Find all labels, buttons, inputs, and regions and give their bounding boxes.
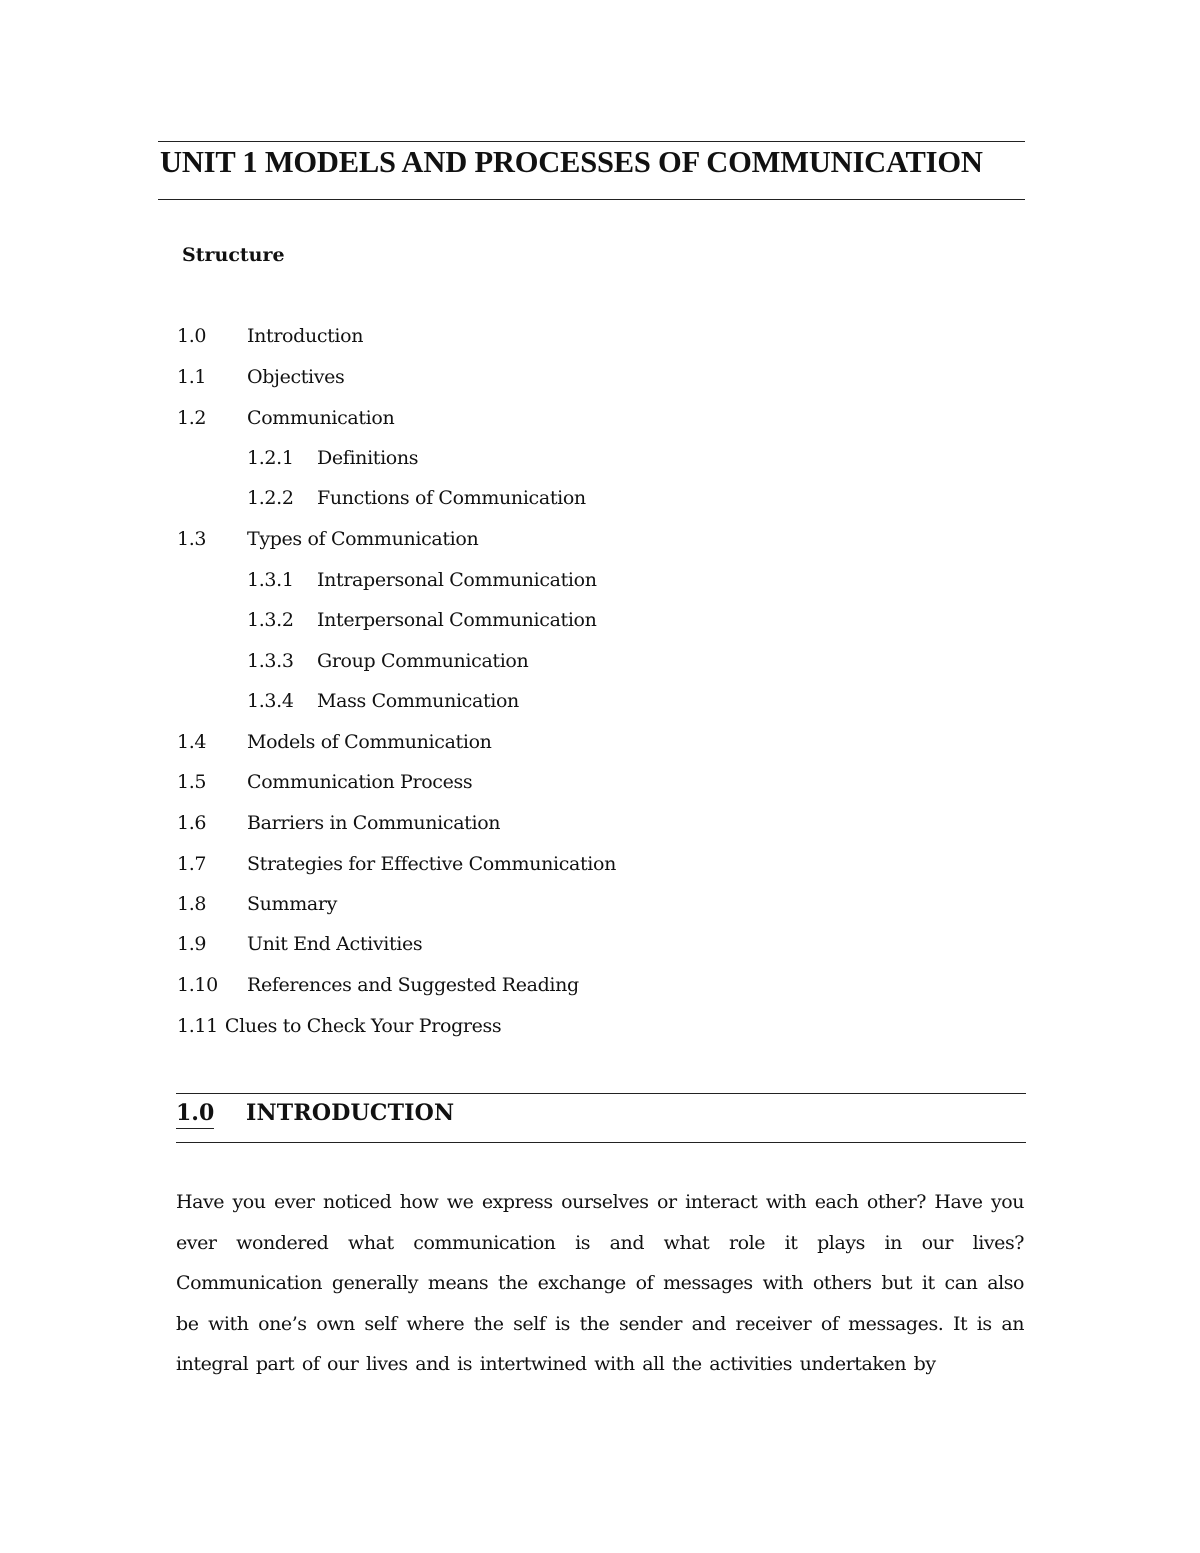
toc-item-label: Definitions bbox=[317, 447, 419, 469]
structure-heading: Structure bbox=[182, 244, 285, 266]
toc-item-label: Objectives bbox=[247, 366, 345, 388]
toc-item-label: Group Communication bbox=[317, 650, 529, 672]
toc-item-number: 1.3 bbox=[177, 528, 207, 550]
toc-item-label: Interpersonal Communication bbox=[317, 609, 597, 631]
section-bottom-rule bbox=[176, 1142, 1026, 1143]
unit-title: UNIT 1 MODELS AND PROCESSES OF COMMUNICATION bbox=[160, 145, 983, 179]
title-bottom-rule bbox=[158, 199, 1025, 200]
toc-item-label: Functions of Communication bbox=[317, 487, 586, 509]
toc-item-number: 1.10 bbox=[177, 974, 218, 996]
section-top-rule bbox=[176, 1093, 1026, 1094]
toc-item-number: 1.3.1 bbox=[247, 569, 294, 591]
toc-item-label: Mass Communication bbox=[317, 690, 519, 712]
toc-item bbox=[177, 1012, 501, 1040]
toc-item-label: Communication bbox=[247, 407, 395, 429]
toc-item-label: Clues to Check Your Progress bbox=[224, 1015, 502, 1037]
toc-item-number: 1.5 bbox=[177, 771, 207, 793]
toc-item-number: 1.7 bbox=[177, 853, 207, 875]
toc-item-label: Models of Communication bbox=[247, 731, 492, 753]
toc-item-label: Strategies for Effective Communication bbox=[247, 853, 616, 875]
section-title: INTRODUCTION bbox=[246, 1100, 455, 1126]
toc-item-label: Introduction bbox=[247, 325, 364, 347]
section-number: 1.0 bbox=[176, 1098, 214, 1129]
toc-item-number: 1.11 bbox=[177, 1015, 218, 1037]
toc-item-number: 1.2 bbox=[177, 407, 207, 429]
toc-item-label: Unit End Activities bbox=[247, 933, 423, 955]
toc-item-number: 1.9 bbox=[177, 933, 207, 955]
introduction-paragraph: Have you ever noticed how we express ourselves or interact with each other? Have you ever wondered what communication is and what role it plays in our lives? Communication generally means the exchange of messages with others but it can also be with one’s own self where the self is the sender and receiver of messages. It is an integral part of our lives and is intertwined with all the activities undertaken by bbox=[176, 1191, 1024, 1376]
section-heading bbox=[176, 1098, 1026, 1132]
toc-item-number: 1.0 bbox=[177, 325, 207, 347]
toc-item-label: Barriers in Communication bbox=[247, 812, 501, 834]
toc-item-number: 1.4 bbox=[177, 731, 207, 753]
toc-item-number: 1.3.2 bbox=[247, 609, 294, 631]
toc-item-number: 1.8 bbox=[177, 893, 207, 915]
toc-item-label: Summary bbox=[247, 893, 337, 915]
toc-item-number: 1.2.2 bbox=[247, 487, 294, 509]
toc-item-number: 1.3.3 bbox=[247, 650, 294, 672]
toc-item-label: Intrapersonal Communication bbox=[317, 569, 597, 591]
toc-item-label: References and Suggested Reading bbox=[247, 974, 579, 996]
toc-item-number: 1.6 bbox=[177, 812, 207, 834]
toc-item-number: 1.1 bbox=[177, 366, 207, 388]
toc-item-number: 1.3.4 bbox=[247, 690, 294, 712]
toc-item-label: Communication Process bbox=[247, 771, 473, 793]
title-top-rule bbox=[158, 141, 1025, 142]
toc-item-label: Types of Communication bbox=[247, 528, 479, 550]
toc-item-number: 1.2.1 bbox=[247, 447, 294, 469]
